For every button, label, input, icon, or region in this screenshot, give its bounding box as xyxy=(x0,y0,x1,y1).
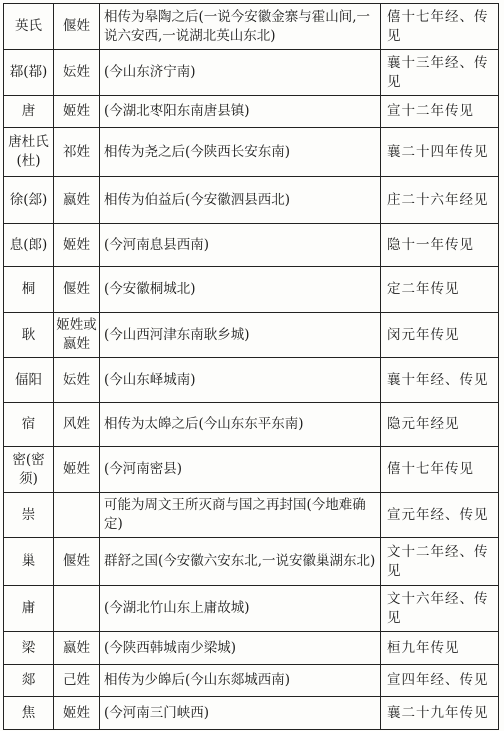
note-cell: 宣四年经、传见 xyxy=(381,665,499,697)
state-cell: 梁 xyxy=(4,632,54,665)
table-row xyxy=(4,128,499,177)
location-cell: (今陕西韩城南少梁城) xyxy=(100,632,381,665)
note-cell: 襄二十九年传见 xyxy=(381,697,499,730)
note-cell: 隐元年经见 xyxy=(381,403,499,447)
location-cell: (今安徽桐城北) xyxy=(100,267,381,313)
note-cell: 闵元年传见 xyxy=(381,313,499,358)
note-cell: 隐十一年传见 xyxy=(381,224,499,267)
state-cell: 耿 xyxy=(4,313,54,358)
location-cell: (今山东济宁南) xyxy=(100,50,381,96)
note-cell: 桓九年传见 xyxy=(381,632,499,665)
location-cell: (今河南密县) xyxy=(100,447,381,493)
table-row xyxy=(4,665,499,697)
state-cell: 唐杜氏(杜) xyxy=(4,128,54,177)
table-row xyxy=(4,586,499,632)
surname-cell: 偃姓 xyxy=(54,4,100,50)
table-row xyxy=(4,358,499,403)
surname-cell: 妘姓 xyxy=(54,50,100,96)
table-row xyxy=(4,177,499,224)
note-cell: 宣元年经、传见 xyxy=(381,493,499,538)
table-row xyxy=(4,4,499,50)
surname-cell: 姬姓 xyxy=(54,224,100,267)
table-row xyxy=(4,403,499,447)
surname-cell: 姬姓 xyxy=(54,697,100,730)
state-cell: 偪阳 xyxy=(4,358,54,403)
state-cell: 宿 xyxy=(4,403,54,447)
location-cell: 相传为少皞后(今山东郯城西南) xyxy=(100,665,381,697)
location-cell: (今山西河津东南耿乡城) xyxy=(100,313,381,358)
location-cell: 可能为周文王所灭商与国之再封国(今地难确定) xyxy=(100,493,381,538)
note-cell: 僖十七年传见 xyxy=(381,447,499,493)
surname-cell: 姬姓或嬴姓 xyxy=(54,313,100,358)
table-row xyxy=(4,50,499,96)
note-cell: 文十二年经、传见 xyxy=(381,538,499,586)
location-cell: (今山东峄城南) xyxy=(100,358,381,403)
surname-cell: 嬴姓 xyxy=(54,177,100,224)
state-cell: 密(密须) xyxy=(4,447,54,493)
table-row xyxy=(4,447,499,493)
location-cell: (今湖北枣阳东南唐县镇) xyxy=(100,96,381,128)
location-cell: 相传为伯益后(今安徽泗县西北) xyxy=(100,177,381,224)
surname-cell xyxy=(54,586,100,632)
location-cell: 相传为皋陶之后(一说今安徽金寨与霍山间,一说六安西,一说湖北英山东北) xyxy=(100,4,381,50)
note-cell: 襄十三年经、传见 xyxy=(381,50,499,96)
surname-cell: 姬姓 xyxy=(54,96,100,128)
location-cell: 群舒之国(今安徽六安东北,一说安徽巢湖东北) xyxy=(100,538,381,586)
note-cell: 定二年传见 xyxy=(381,267,499,313)
surname-cell: 风姓 xyxy=(54,403,100,447)
state-cell: 郯 xyxy=(4,665,54,697)
state-cell: 鄀(鄀) xyxy=(4,50,54,96)
table-row xyxy=(4,493,499,538)
table-row xyxy=(4,632,499,665)
ancient-states-table xyxy=(3,3,499,730)
table-row xyxy=(4,267,499,313)
location-cell: (今河南三门峡西) xyxy=(100,697,381,730)
state-cell: 崇 xyxy=(4,493,54,538)
state-cell: 庸 xyxy=(4,586,54,632)
state-cell: 焦 xyxy=(4,697,54,730)
surname-cell: 偃姓 xyxy=(54,267,100,313)
surname-cell: 姬姓 xyxy=(54,447,100,493)
state-cell: 息(郎) xyxy=(4,224,54,267)
table-row xyxy=(4,313,499,358)
surname-cell: 嬴姓 xyxy=(54,632,100,665)
note-cell: 文十六年经、传见 xyxy=(381,586,499,632)
location-cell: (今湖北竹山东上庸故城) xyxy=(100,586,381,632)
state-cell: 桐 xyxy=(4,267,54,313)
surname-cell: 妘姓 xyxy=(54,358,100,403)
table-row xyxy=(4,697,499,730)
table-row xyxy=(4,96,499,128)
location-cell: 相传为太皞之后(今山东东平东南) xyxy=(100,403,381,447)
location-cell: (今河南息县西南) xyxy=(100,224,381,267)
state-cell: 唐 xyxy=(4,96,54,128)
state-cell: 英氏 xyxy=(4,4,54,50)
note-cell: 庄二十六年经见 xyxy=(381,177,499,224)
surname-cell: 偃姓 xyxy=(54,538,100,586)
state-cell: 巢 xyxy=(4,538,54,586)
note-cell: 宣十二年传见 xyxy=(381,96,499,128)
surname-cell: 祁姓 xyxy=(54,128,100,177)
state-cell: 徐(郐) xyxy=(4,177,54,224)
note-cell: 襄二十四年传见 xyxy=(381,128,499,177)
surname-cell: 己姓 xyxy=(54,665,100,697)
location-cell: 相传为尧之后(今陕西长安东南) xyxy=(100,128,381,177)
note-cell: 襄十年经、传见 xyxy=(381,358,499,403)
table-row xyxy=(4,224,499,267)
surname-cell xyxy=(54,493,100,538)
note-cell: 僖十七年经、传见 xyxy=(381,4,499,50)
table-row xyxy=(4,538,499,586)
